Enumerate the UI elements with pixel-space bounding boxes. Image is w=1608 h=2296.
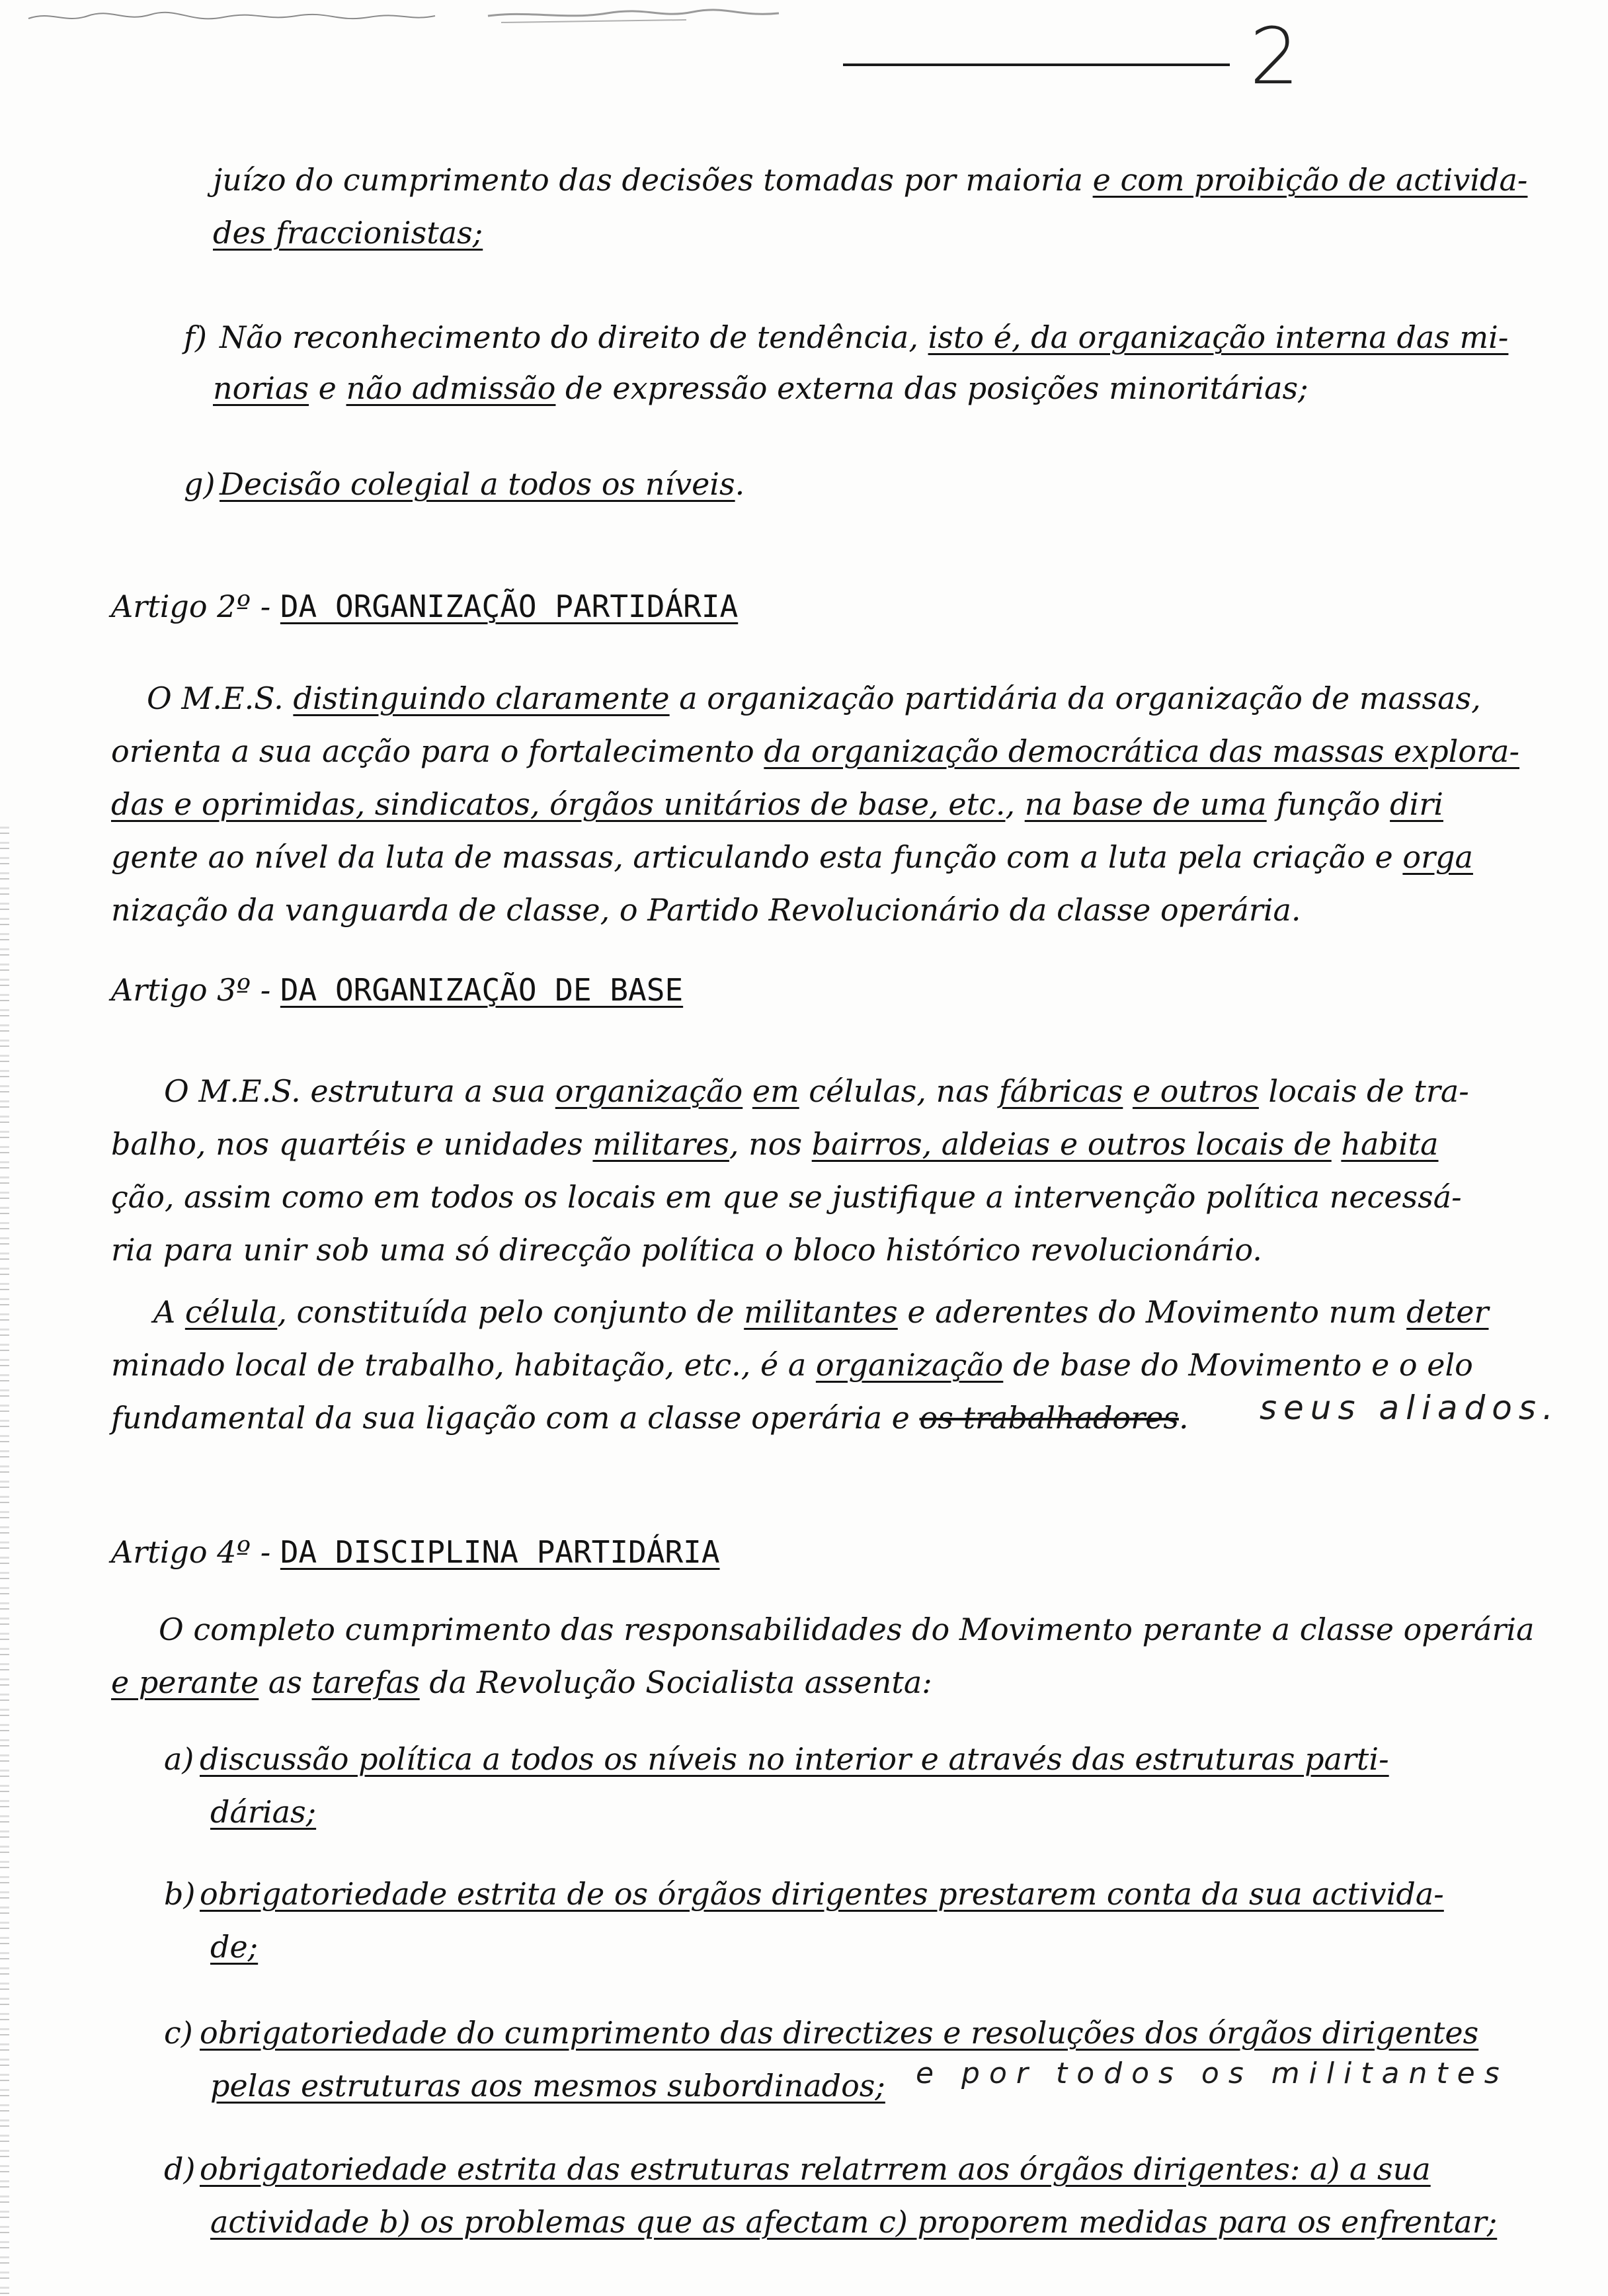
article-3-line-2 <box>111 1118 1439 1170</box>
intro-line-1-underlined: e com proibição de activida- <box>1092 162 1528 198</box>
article-3-p2-l1-a: A <box>153 1294 185 1330</box>
item-g-text: Decisão colegial a todos os níveis <box>220 466 735 502</box>
article-4-item-b-line-1 <box>164 1867 1444 1920</box>
article-2-line-3-diri: diri <box>1390 786 1443 822</box>
article-3-l2-habita: habita <box>1341 1126 1439 1162</box>
article-2-line-2 <box>111 725 1519 778</box>
article-3-p2-l3-struck: os trabalhadores <box>919 1400 1179 1436</box>
article-3-number: Artigo 3º - <box>111 972 280 1008</box>
article-3-p2-l2-organizacao: organização <box>815 1347 1004 1383</box>
article-3-l2-bairros: bairros, aldeias e outros locais de <box>811 1126 1332 1162</box>
article-4-item-d-line-1 <box>164 2143 1431 2195</box>
article-3-p2-l2-c: de base do Movimento e o elo <box>1003 1347 1473 1383</box>
item-b-label: b) <box>164 1876 196 1912</box>
faint-handwritten-scribble <box>25 4 785 30</box>
item-f-line-1-underlined: isto é, da organização interna das mi- <box>928 319 1509 355</box>
article-4-l2-as: as <box>259 1664 312 1700</box>
article-3-l1-em: em <box>752 1073 799 1109</box>
item-g-period: . <box>735 466 745 502</box>
article-4-heading <box>111 1534 720 1570</box>
header-rule <box>843 63 1230 66</box>
article-3-l1-celulas: células, nas <box>799 1073 999 1109</box>
article-3-l1-e-outros: e outros <box>1132 1073 1259 1109</box>
article-2-line-3-comma: , <box>1005 786 1025 822</box>
item-d-label: d) <box>164 2151 196 2187</box>
intro-line-2 <box>213 206 483 259</box>
article-2-line-5 <box>111 883 1301 936</box>
article-3-p2-l2-a: minado local de trabalho, habitação, etc., é a <box>111 1347 816 1383</box>
article-2-line-3-na-base: na base de uma <box>1024 786 1267 822</box>
article-2-line-1 <box>147 672 1481 725</box>
article-2-line-1-mes: O M.E.S. <box>147 680 294 716</box>
item-c-line-1-text: obrigatoriedade do cumprimento das directizes e resoluções dos órgãos dirigentes <box>200 2015 1479 2051</box>
article-3-p2-line-2 <box>111 1338 1473 1391</box>
article-3-line-4 <box>111 1223 1262 1276</box>
handwritten-seus-aliados: seus aliados. <box>1260 1389 1560 1427</box>
article-2-line-3-funcao: função <box>1266 786 1390 822</box>
article-3-l1-a: O M.E.S. estrutura a sua <box>164 1073 555 1109</box>
article-3-l1-space <box>743 1073 752 1109</box>
item-c-line-2-text: pelas estruturas aos mesmos subordinados; <box>210 2068 885 2104</box>
article-4-item-a-line-1 <box>164 1733 1389 1785</box>
article-2-line-2-underlined: da organização democrática das massas explora- <box>764 733 1520 769</box>
intro-line-2-text: des fraccionistas; <box>213 215 483 251</box>
article-4-title: DA DISCIPLINA PARTIDÁRIA <box>280 1534 720 1570</box>
article-4-l2-text: da Revolução Socialista assenta: <box>419 1664 932 1700</box>
article-3-p2-l3-a: fundamental da sua ligação com a classe operária e <box>111 1400 920 1436</box>
item-g-label: g) <box>184 466 216 502</box>
item-f-minorias: norias <box>213 370 309 406</box>
item-c-label: c) <box>164 2015 193 2051</box>
article-3-p2-line-1 <box>153 1286 1489 1338</box>
article-4-l1-text: O completo cumprimento das responsabilidades do Movimento perante a classe operária <box>159 1612 1535 1647</box>
article-2-line-4 <box>111 831 1473 883</box>
article-3-l1-locais: locais de tra- <box>1258 1073 1469 1109</box>
scan-edge-noise <box>0 827 9 2296</box>
article-3-l1-organizacao: organização <box>555 1073 743 1109</box>
intro-line-1-text: juízo do cumprimento das decisões tomadas por maioria <box>213 162 1093 198</box>
item-f-line-2 <box>213 362 1308 415</box>
item-f-nao-admissao: não admissão <box>346 370 556 406</box>
article-4-item-d-line-2 <box>210 2195 1497 2248</box>
article-4-item-a-line-2 <box>210 1785 316 1838</box>
item-f-line-2-text: de expressão externa das posições minoritárias; <box>555 370 1308 406</box>
article-4-item-b-line-2 <box>210 1920 258 1973</box>
article-3-line-3 <box>111 1170 1462 1223</box>
article-3-p2-l1-militantes: militantes <box>744 1294 898 1330</box>
article-2-line-4-text: gente ao nível da luta de massas, articulando esta função com a luta pela criação e <box>111 839 1403 875</box>
article-2-line-4-orga: orga <box>1402 839 1473 875</box>
article-4-l2-tarefas: tarefas <box>311 1664 420 1700</box>
article-2-line-2-text: orienta a sua acção para o fortalecimento <box>111 733 764 769</box>
article-4-l2-e-perante: e perante <box>111 1664 259 1700</box>
article-3-p2-l1-celula: célula <box>184 1294 278 1330</box>
handwritten-todos-militantes: e por todos os militantes <box>916 2057 1509 2090</box>
item-d-line-2-text: actividade b) os problemas que as afectam c) proporem medidas para os enfrentar; <box>210 2204 1498 2240</box>
article-3-l2-nos: , nos <box>729 1126 812 1162</box>
article-4-number: Artigo 4º - <box>111 1534 280 1570</box>
article-2-line-5-text: nização da vanguarda de classe, o Partido Revolucionário da classe operária. <box>111 892 1301 928</box>
article-2-title: DA ORGANIZAÇÃO PARTIDÁRIA <box>280 589 739 624</box>
article-2-line-1-text: a organização partidária da organização de massas, <box>669 680 1481 716</box>
article-3-title: DA ORGANIZAÇÃO DE BASE <box>280 972 684 1008</box>
article-3-p2-l1-e: e aderentes do Movimento num <box>897 1294 1407 1330</box>
article-2-number: Artigo 2º - <box>111 589 280 624</box>
item-d-line-1-text: obrigatoriedade estrita das estruturas relatrrem aos órgãos dirigentes: a) a sua <box>200 2151 1431 2187</box>
article-2-line-1-underlined: distinguindo claramente <box>293 680 670 716</box>
article-4-line-2 <box>111 1656 932 1709</box>
article-3-line-1 <box>164 1065 1469 1118</box>
item-f-line-1-text: Não reconhecimento do direito de tendência, <box>220 319 928 355</box>
article-2-heading <box>111 589 738 624</box>
article-3-p2-line-3 <box>111 1391 1189 1444</box>
article-3-p2-l1-c: , constituída pelo conjunto de <box>277 1294 744 1330</box>
article-3-l1-space-2 <box>1123 1073 1133 1109</box>
item-b-line-2-text: de; <box>210 1929 259 1965</box>
article-3-l2-militares: militares <box>592 1126 729 1162</box>
item-f-label: f) <box>184 319 207 355</box>
article-3-l2-a: balho, nos quartéis e unidades <box>111 1126 593 1162</box>
article-3-l4-text: ria para unir sob uma só direcção política o bloco histórico revolucionário. <box>111 1232 1262 1268</box>
article-3-p2-l1-deter: deter <box>1406 1294 1489 1330</box>
article-4-item-c-line-1 <box>164 2006 1478 2059</box>
item-f-line-1 <box>184 311 1508 364</box>
item-f-conjunction: e <box>309 370 346 406</box>
intro-line-1 <box>213 153 1527 206</box>
article-3-p2-l3-period: . <box>1178 1400 1189 1436</box>
item-g <box>184 458 744 511</box>
article-3-heading <box>111 972 683 1008</box>
article-4-item-c-line-2 <box>210 2059 885 2112</box>
item-a-label: a) <box>164 1741 194 1777</box>
item-b-line-1-text: obrigatoriedade estrita de os órgãos dirigentes prestarem conta da sua activida- <box>200 1876 1444 1912</box>
article-3-l1-fabricas: fábricas <box>998 1073 1123 1109</box>
item-a-line-2-text: dárias; <box>210 1794 317 1830</box>
page-number: 2 <box>1250 11 1300 102</box>
article-3-l3-text: ção, assim como em todos os locais em que se justifique a intervenção política necessá- <box>111 1179 1462 1215</box>
article-2-line-3-underlined: das e oprimidas, sindicatos, órgãos unitários de base, etc. <box>111 786 1006 822</box>
article-3-l2-space <box>1332 1126 1342 1162</box>
article-4-line-1 <box>159 1603 1535 1656</box>
article-2-line-3 <box>111 778 1443 831</box>
item-a-line-1-text: discussão política a todos os níveis no interior e através das estruturas parti- <box>200 1741 1389 1777</box>
